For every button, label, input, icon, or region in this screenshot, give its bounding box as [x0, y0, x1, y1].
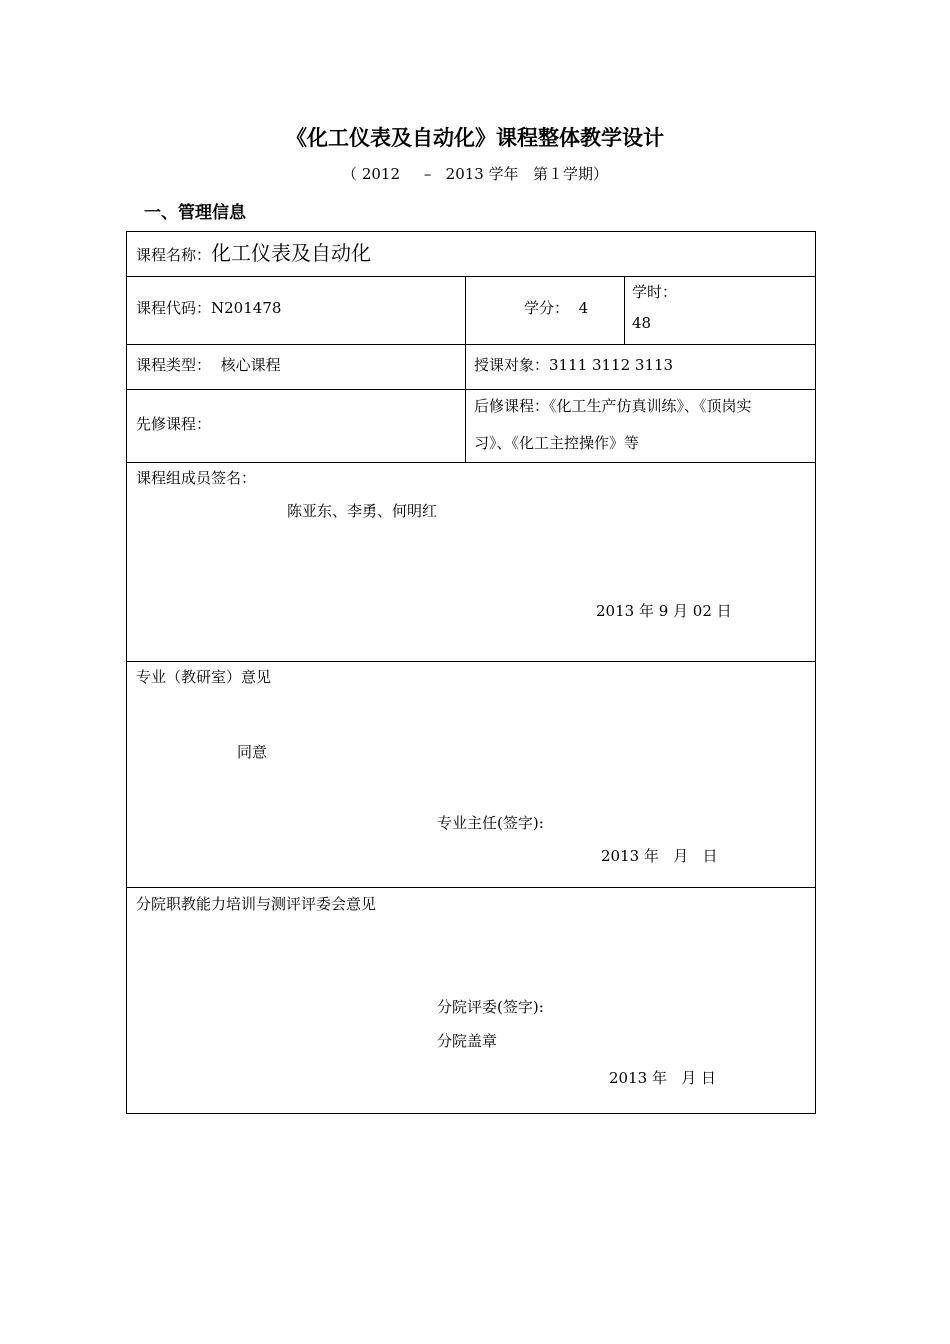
year-dash: – [423, 165, 432, 183]
course-code-label: 课程代码： [136, 299, 212, 317]
hours-value: 48 [632, 314, 652, 332]
column-divider [465, 276, 466, 463]
credits-label: 学分： [524, 299, 570, 317]
row-divider [126, 887, 816, 888]
course-name-value: 化工仪表及自动化 [211, 241, 372, 265]
members-date: 2013 年 9 月 02 日 [596, 602, 732, 620]
members-names: 陈亚东、李勇、何明红 [287, 502, 438, 520]
credits-value: 4 [578, 299, 589, 317]
course-code [136, 297, 281, 318]
table-border-top [126, 231, 816, 232]
row-divider [126, 344, 816, 345]
followup-line-1: 后修课程：《化工生产仿真训练》、《顶岗实 [474, 397, 752, 415]
target-value: 3111 3112 3113 [549, 356, 674, 374]
table-border-bottom [126, 1113, 816, 1114]
semester-label: 第１学期） [532, 165, 608, 183]
credits [524, 297, 588, 318]
academic-year [0, 163, 950, 184]
course-code-value: N201478 [211, 299, 282, 317]
course-type-label: 课程类型： [136, 356, 212, 374]
dept-opinion-text: 同意 [237, 743, 268, 761]
branch-seal: 分院盖章 [437, 1032, 498, 1050]
year-start: 2012 [361, 165, 400, 183]
page-title: 《化工仪表及自动化》课程整体教学设计 [286, 126, 664, 150]
course-name-label: 课程名称： [136, 246, 212, 264]
followup-line-2: 习》、《化工主控操作》等 [474, 434, 640, 452]
target-students [474, 354, 673, 375]
branch-opinion-label: 分院职教能力培训与测评评委会意见 [136, 895, 377, 913]
course-type [136, 354, 281, 375]
row-divider [126, 661, 816, 662]
row-divider [126, 276, 816, 277]
course-name-row [136, 237, 371, 266]
subtitle-open: （ [342, 165, 358, 183]
xuenian-label: 学年 [488, 165, 519, 183]
dept-signer: 专业主任(签字): [437, 814, 544, 832]
course-type-value: 核心课程 [220, 356, 281, 374]
target-label: 授课对象： [474, 356, 550, 374]
table-border-right [815, 231, 816, 1114]
year-end: 2013 [445, 165, 484, 183]
dept-date: 2013 年 月 日 [601, 847, 718, 865]
branch-signer: 分院评委(签字): [437, 998, 544, 1016]
section-heading: 一、管理信息 [144, 203, 246, 223]
table-border-left [126, 231, 127, 1114]
column-divider [624, 276, 625, 345]
row-divider [126, 389, 816, 390]
dept-opinion-label: 专业（教研室）意见 [136, 668, 272, 686]
hours-label: 学时： [632, 283, 678, 301]
row-divider [126, 462, 816, 463]
prerequisite-label: 先修课程： [136, 415, 212, 433]
branch-date: 2013 年 月 日 [609, 1069, 717, 1087]
members-label: 课程组成员签名： [136, 469, 257, 487]
